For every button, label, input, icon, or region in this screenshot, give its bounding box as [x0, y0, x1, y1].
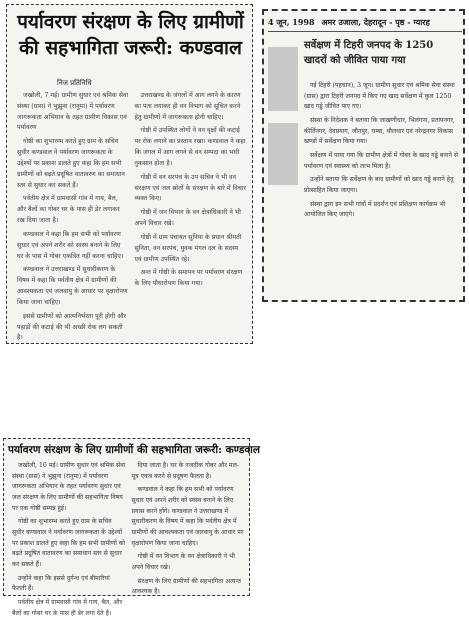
article-body: [304, 81, 460, 297]
article-headline: पर्यावरण संरक्षण के लिए ग्रामीणों की सहभागिता जरूरी: कण्डवाल: [8, 444, 260, 456]
publication-date: 4 जून, 1998: [268, 17, 315, 27]
paragraph: जखोली, 7 मई। ग्रामीण सुधार एवं श्रमिक सेवा संस्था (ग्रास) ने भुझुना (रानुमा) में पर्यावरण जागरूकता अभियान के तहत ग्रामीण विकास एवं पर्यावरण: [17, 92, 129, 132]
headline-line-2: की सहभागिता जरूरी: कण्डवाल: [19, 36, 242, 59]
paragraph: अन्त में गोष्ठी के समापन पर पर्यावरण संरक्षण के लिए पौधारोपण किया गया।: [134, 269, 243, 288]
paragraph: पर्वतीय क्षेत्र में ग्रामवासी गांव में गाय, बैल, और बैलों का गोबर घर के पास ही डेर लगाकर रख दिया जाता है।: [17, 195, 120, 225]
header-divider: [268, 31, 462, 32]
publication-name: अमर उजाला, देहरादून - पृष्ठ - ग्यारह: [321, 17, 430, 27]
headline-line-1: सर्वेक्षण में टिहरी जनपद के 1250: [304, 40, 434, 51]
paragraph: गोष्ठी में जन विभाग के वन क्षेत्राधिकारी ने भी अपने विचार रखे।: [134, 209, 241, 228]
article-headline: [11, 13, 250, 59]
article-column-1: [12, 461, 126, 617]
article-column-2: [135, 91, 247, 339]
paragraph: पर्वतीय क्षेत्र में ग्रामवासी गांव में गाय, बैल, और बैलों का गोबर घर के पास ही डेर लगा देते हैं।: [12, 598, 123, 617]
paragraph: गोष्ठी में ग्राम पंचायत सुनिया के प्रधान श्रीमती सुनिता, वन सरपंच, युवक मंगल दल के सदस्य एवं ग्रामीण उपस्थित रहे।: [134, 233, 242, 263]
paragraph: गोष्ठी में वन सरपंच के उप सचिव ने भी वन संरक्षण एवं जल स्रोतों के संरक्षण के बारे में विचार व्यक्त किए।: [134, 173, 246, 203]
paragraph: संस्था के निदेशक ने बताया कि जाखणीधार, भिलंगना, प्रतापनगर, कीर्तिनगर, देवप्रयाग, जौनपुर, चम्बा, थौलधार एवं नरेन्द्रनगर विकास खण्डों में सर्वेक्षण किया गया।: [304, 116, 455, 146]
headline-line-2: खादरों को जीवित पाया गया: [304, 54, 406, 66]
paragraph: उन्होंने बताया कि सर्वेक्षण के बाद ग्रामीणों को खाद गड्ढे बनाने हेतु प्रोत्साहित किया जाएगा।: [304, 176, 454, 194]
article-body: [17, 91, 246, 342]
article-clipping-bottom-left: [3, 438, 260, 617]
paragraph: संस्था द्वारा इन सभी गांवों में प्रदर्शन एवं प्रशिक्षण कार्यक्रम भी आयोजित किए जाएंगे।: [304, 200, 446, 219]
paragraph: संरक्षण के लिए ग्रामीणों की सहभागिता अत्यन्त आवश्यक है।: [131, 577, 241, 596]
byline: निज प्रतिनिधि: [57, 79, 92, 87]
headline-line-1: पर्यावरण संरक्षण के लिए ग्रामीणों: [17, 11, 244, 33]
paragraph: नई टिहरी (पहचान), 3 जून। ग्रामीण सुधार एवं श्रमिक सेवा संस्था (ग्रास) द्वारा टिहरी जनपद में किए गए खाद सर्वेक्षण में कुल 1250 खाद गड्ढे जीवित पाए गए।: [304, 82, 455, 111]
paragraph: गोष्ठी का शुभारम्भ करते हुए ग्राम के सचिव सुधीर कण्डवाल ने पर्यावरण जागरूकता के उद्देश्यों पर प्रकाश डालते हुए कहा कि हम सभी ग्रामीणों को बढ़ते प्रदूषित वातावरण का समाधान स्तर से सुधार कर सकते हैं।: [12, 518, 126, 568]
paragraph: उत्तराखण्ड के जंगलों में आग लगने के कारण का पता लगाकर ही वन विभाग को सूचित करने हेतु ग्रामीणों में जागरूकता होनी चाहिए।: [134, 92, 241, 121]
paragraph: गोष्ठी का शुभारम्भ करते हुए ग्राम के सचिव सुधीर कण्डवाल ने पर्यावरण जागरूकता के उद्देश्यों पर प्रकाश डालते हुए कहा कि हम सभी ग्रामीणों को बढ़ते प्रदूषित वातावरण का समाधान स्तर से सुधार कर सकते हैं।: [17, 138, 125, 189]
paragraph: दिया जाता है। घर के नजदीक गोबर और मल-मूत्र एकत्र करने से प्रदूषण फैलता है।: [131, 462, 239, 480]
paragraph: कण्डवाल ने कहा कि हम सभी को पर्यावरण सुधार एवं अपने शरीर को स्वस्थ बनाने के लिए घर के पास में गोबर एकत्रित नहीं करना चाहिए।: [17, 230, 124, 260]
paragraph: गोष्ठी में वन विभाग के वन क्षेत्राधिकारी ने भी अपने विचार रखे।: [131, 553, 235, 571]
photo-placeholder: [268, 47, 298, 111]
article-column-2: [131, 461, 246, 596]
article-body: [12, 461, 245, 617]
paragraph: सर्वेक्षण में पाया गया कि ग्रामीण क्षेत्रों में गोबर के खाद गड्ढे बनाने से पर्यावरण एवं स्वास्थ्य को लाभ मिला है।: [304, 151, 459, 170]
paragraph: गोष्ठी में उपस्थित लोगों ने वन वृक्षों की कटाई पर रोक लगाने का प्रस्ताव रखा। कण्डवाल ने कहा कि जंगल में आग लगने से वन सम्पदा का भारी नुकसान होता है।: [134, 127, 246, 167]
paragraph: इससे ग्रामीणों को आत्मनिर्भरता पूरी होगी और पहाड़ों की कटाई की भी अच्छी रोक लग सकती है।: [17, 312, 127, 342]
article-clipping-top-right: [262, 9, 465, 302]
article-column-1: [17, 91, 129, 342]
paragraph: कण्डवाल ने कहा कि हम सभी को पर्यावरण सुधार एवं अपने शरीर को स्वस्थ बनाने के लिए प्रयास करने होंगे। कण्डवाल ने उत्तराखण्ड में सुधारीकरण के विषय में कहा कि पर्वतीय क्षेत्र में ग्रामीणों की आवश्यकता एवं जलवायु के आधार पर वृक्षारोपण किया जाना चाहिए।: [131, 486, 244, 547]
article-clipping-top-left: [6, 4, 253, 344]
article-headline: [304, 41, 464, 66]
paragraph: उन्होंने कहा कि इससे दुर्गन्ध एवं बीमारियां फैलती हैं।: [12, 574, 110, 593]
photo-placeholder: [268, 123, 298, 185]
paper-header: [268, 17, 462, 28]
paragraph: कण्डवाल ने उत्तराखण्ड में सुधारीकरण के विषय में कहा कि पर्वतीय क्षेत्र में ग्रामीणों की आवश्यकता एवं जलवायु के आधार पर वृक्षारोपण किया जाना चाहिए।: [17, 266, 128, 306]
paragraph: जखोली, 16 मई। ग्रामीण सुधार एवं श्रमिक सेवा संस्था (ग्रास) ने भुझुना (रानुमा) में पर्यावरण जागरूकता अभियान के तहत पर्यावरण सुधार एवं जल संरक्षण के लिए ग्रामीणों की सहभागिता विषय पर एक गोष्ठी सम्पन्न हुई।: [12, 462, 126, 512]
